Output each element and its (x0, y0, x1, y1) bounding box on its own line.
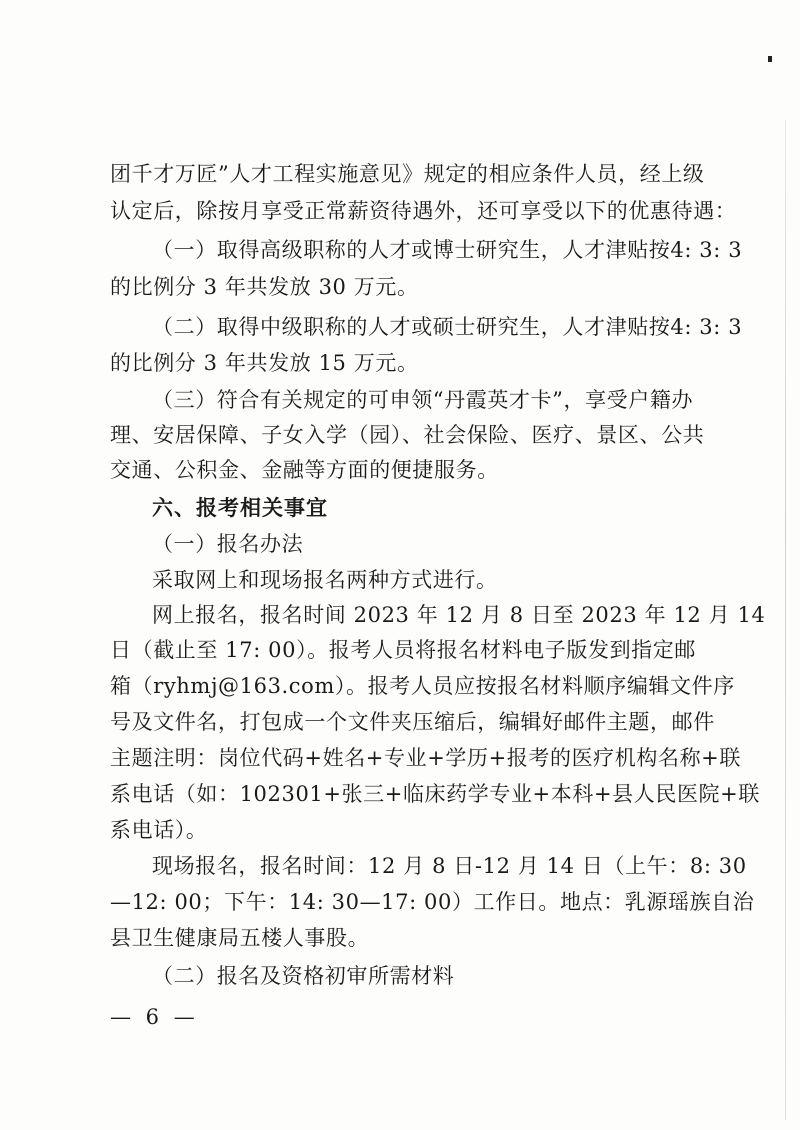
paragraph-line: 交通、公积金、金融等方面的便捷服务。 (110, 458, 499, 482)
paragraph-line: 的比例分 3 年共发放 30 万元。 (110, 275, 419, 299)
paragraph-line: 县卫生健康局五楼人事股。 (110, 926, 370, 950)
paragraph-line: （三）符合有关规定的可申领“丹霞英才卡”，享受户籍办 (152, 388, 694, 412)
scan-mark (768, 56, 772, 62)
paragraph-line: 团千才万匠”人才工程实施意见》规定的相应条件人员，经上级 (110, 162, 705, 186)
paragraph-line: 理、安居保障、子女入学（园）、社会保险、医疗、景区、公共 (110, 423, 705, 447)
subsection-heading: （二）报名及资格初审所需材料 (152, 964, 455, 988)
paragraph-line: 现场报名，报名时间：12 月 8 日-12 月 14 日（上午：8: 30 (152, 854, 747, 878)
paragraph-line: 箱（ryhmj@163.com）。报考人员应按报名材料顺序编辑文件序 (110, 674, 735, 698)
page-number: — 6 — (110, 1005, 199, 1029)
paragraph-line: 系电话（如：102301+张三+临床药学专业+本科+县人民医院+联 (110, 782, 760, 806)
paragraph-line: 的比例分 3 年共发放 15 万元。 (110, 351, 419, 375)
paragraph-line: 日（截止至 17: 00）。报考人员将报名材料电子版发到指定邮 (110, 638, 696, 662)
paragraph-line: 网上报名，报名时间 2023 年 12 月 8 日至 2023 年 12 月 14 (152, 603, 766, 627)
scan-edge-line (785, 120, 786, 1120)
paragraph-line: 认定后，除按月享受正常薪资待遇外，还可享受以下的优惠待遇： (110, 199, 737, 223)
paragraph-line: 采取网上和现场报名两种方式进行。 (152, 568, 498, 592)
paragraph-line: 系电话）。 (110, 818, 208, 842)
paragraph-line: 号及文件名，打包成一个文件夹压缩后，编辑好邮件主题，邮件 (110, 710, 715, 734)
section-heading: 六、报考相关事宜 (152, 496, 328, 520)
subsection-heading: （一）报名办法 (152, 532, 304, 556)
paragraph-line: 主题注明：岗位代码+姓名+专业+学历+报考的医疗机构名称+联 (110, 746, 741, 770)
paragraph-line: （一）取得高级职称的人才或博士研究生，人才津贴按4: 3: 3 (152, 238, 743, 262)
paragraph-line: （二）取得中级职称的人才或硕士研究生，人才津贴按4: 3: 3 (152, 315, 743, 339)
paragraph-line: —12: 00；下午：14: 30—17: 00）工作日。地点：乳源瑶族自治 (110, 890, 755, 914)
